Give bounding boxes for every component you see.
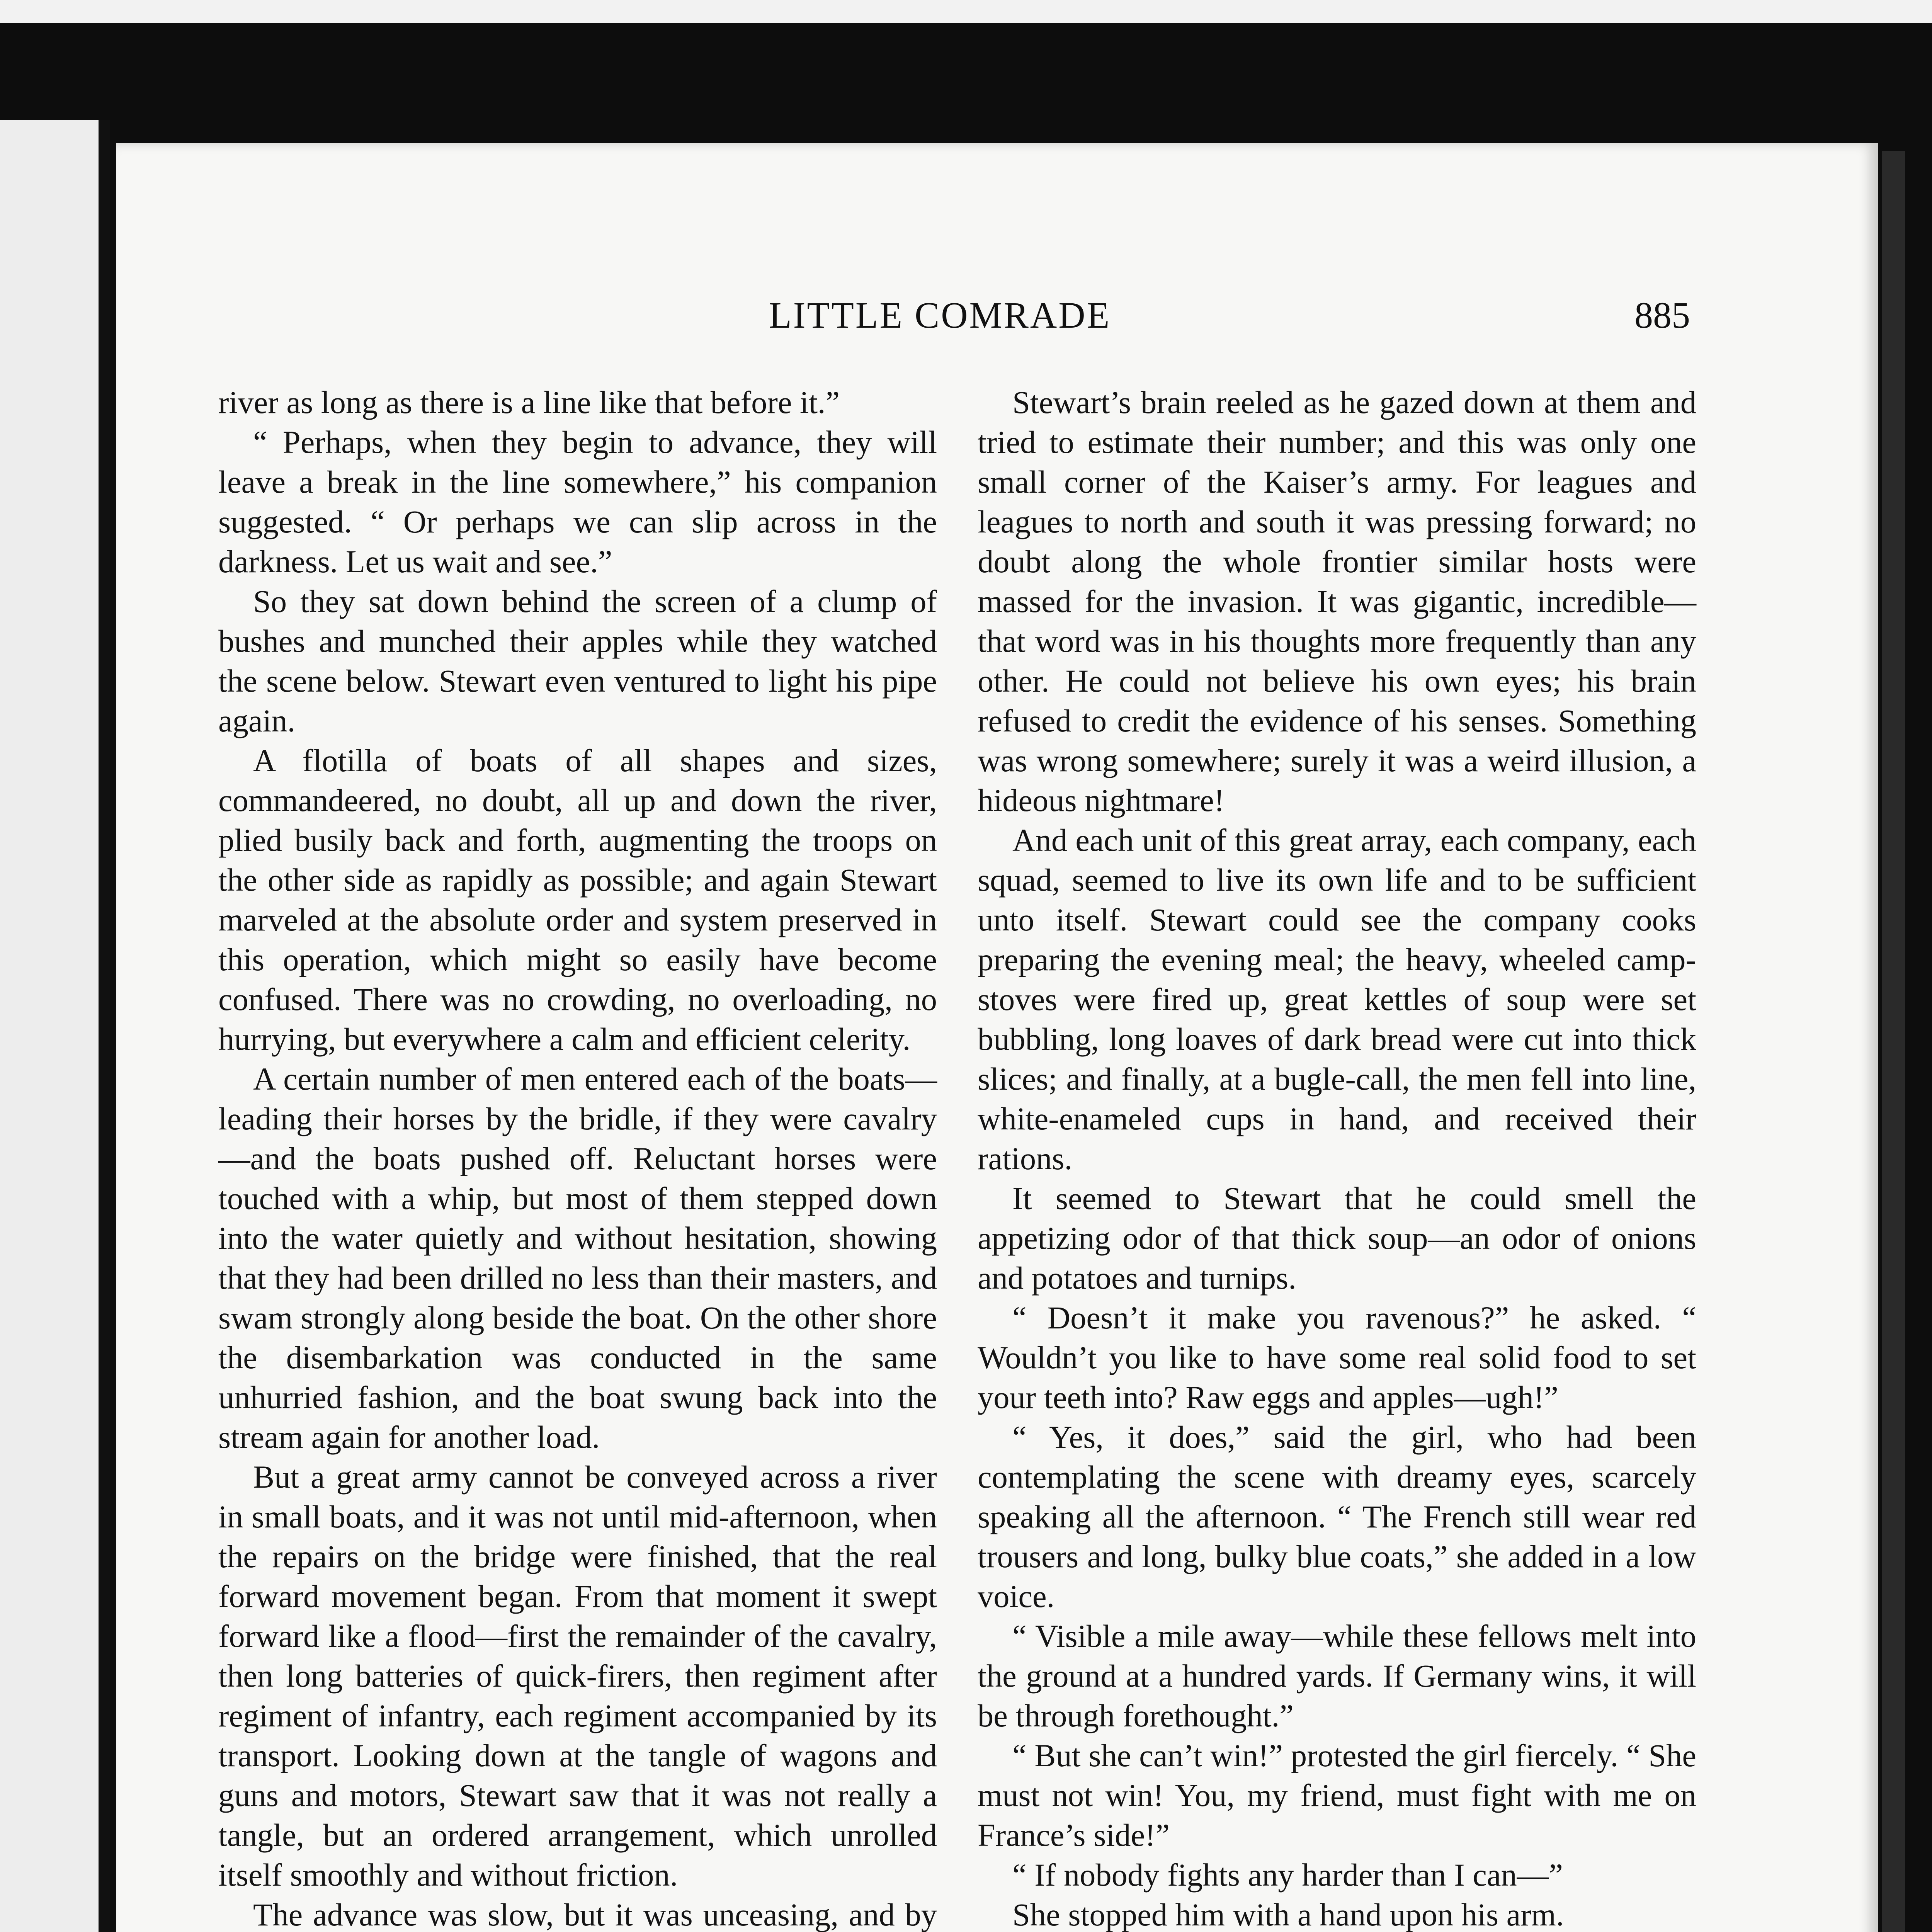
paragraph: “ But she can’t win!” protested the girl fiercely. “ She must not win! You, my friend, must fight with me on France’s side!” (978, 1738, 1696, 1853)
paragraph: “ Yes, it does,” said the girl, who had been contemplating the scene with dreamy eyes, scarcely speaking all the afternoon. “ The French still wear red trousers and long, bulky blue coats,” she added in a low voice. (978, 1419, 1696, 1614)
right-text-column (978, 383, 1696, 1932)
paragraph: Stewart’s brain reeled as he gazed down at them and tried to estimate their number; and this was only one small corner of the Kaiser’s army. For leagues and leagues to north and south it was pressing forward; no doubt along the whole frontier similar hosts were massed for the invasion. It was gigantic, incredible—that word was in his thoughts more frequently than any other. He could not believe his own eyes; his brain refused to credit the evidence of his senses. Something was wrong somewhere; surely it was a weird illusion, a hideous nightmare! (978, 384, 1696, 818)
paragraph: The advance was slow, but it was unceasing, and by (253, 1897, 937, 1932)
paragraph: And each unit of this great array, each company, each squad, seemed to live its own life and to be sufficient unto itself. Stewart could see the company cooks preparing the evening meal; the heavy, wheeled camp-stoves were fired up, great kettles of soup were set bubbling, long loaves of dark bread were cut into thick slices; and finally, at a bugle-call, the men fell into line, white-enameled cups in hand, and received their rations. (978, 822, 1696, 1176)
page-number: 885 (1634, 294, 1690, 336)
page-binding-edge (1882, 151, 1905, 1932)
paragraph: A flotilla of boats of all shapes and sizes, commandeered, no doubt, all up and down the river, plied busily back and forth, augmenting the troops on the other side as rapidly as possible; and again Stewart marveled at the absolute order and system preserved in this operation, which might so easily have become confused. There was no crowding, no overloading, no hurrying, but everywhere a calm and efficient celerity. (218, 743, 937, 1057)
paragraph: “ Doesn’t it make you ravenous?” he asked. “ Wouldn’t you like to have some real solid food to set your teeth into? Raw eggs and apples—ugh!” (978, 1300, 1696, 1415)
paragraph: It seemed to Stewart that he could smell the appetizing odor of that thick soup—an odor of onions and potatoes and turnips. (978, 1180, 1696, 1296)
paragraph: She stopped him with a hand upon his arm. (1012, 1897, 1564, 1932)
paragraph: So they sat down behind the screen of a clump of bushes and munched their apples while they watched the scene below. Stewart even ventured to light his pipe again. (218, 583, 937, 738)
running-head: LITTLE COMRADE (769, 294, 1111, 336)
paragraph: river as long as there is a line like that before it.” (218, 384, 840, 420)
paragraph: “ If nobody fights any harder than I can—” (1012, 1857, 1563, 1893)
paragraph: “ Visible a mile away—while these fellows melt into the ground at a hundred yards. If Germany wins, it will be through forethought.” (978, 1618, 1696, 1733)
scan-top-margin (0, 0, 1932, 23)
previous-page-edge (0, 120, 110, 1932)
paragraph: A certain number of men entered each of the boats—leading their horses by the bridle, if they were cavalry—and the boats pushed off. Reluctant horses were touched with a whip, but most of them stepped down into the water quietly and without hesitation, showing that they had been drilled no less than their masters, and swam strongly along beside the boat. On the other shore the disembarkation was conducted in the same unhurried fashion, and the boat swung back into the stream again for another load. (218, 1061, 937, 1455)
paragraph: “ Perhaps, when they begin to advance, they will leave a break in the line somewhere,” his companion suggested. “ Or perhaps we can slip across in the darkness. Let us wait and see.” (218, 424, 937, 579)
paragraph: But a great army cannot be conveyed across a river in small boats, and it was not until mid-afternoon, when the repairs on the bridge were finished, that the real forward movement began. From that moment it swept forward like a flood—first the remainder of the cavalry, then long batteries of quick-firers, then regiment after regiment of infantry, each regiment accompanied by its transport. Looking down at the tangle of wagons and guns and motors, Stewart saw that it was not really a tangle, but an ordered arrangement, which unrolled itself smoothly and without friction. (218, 1459, 937, 1893)
left-text-column (218, 383, 937, 1932)
